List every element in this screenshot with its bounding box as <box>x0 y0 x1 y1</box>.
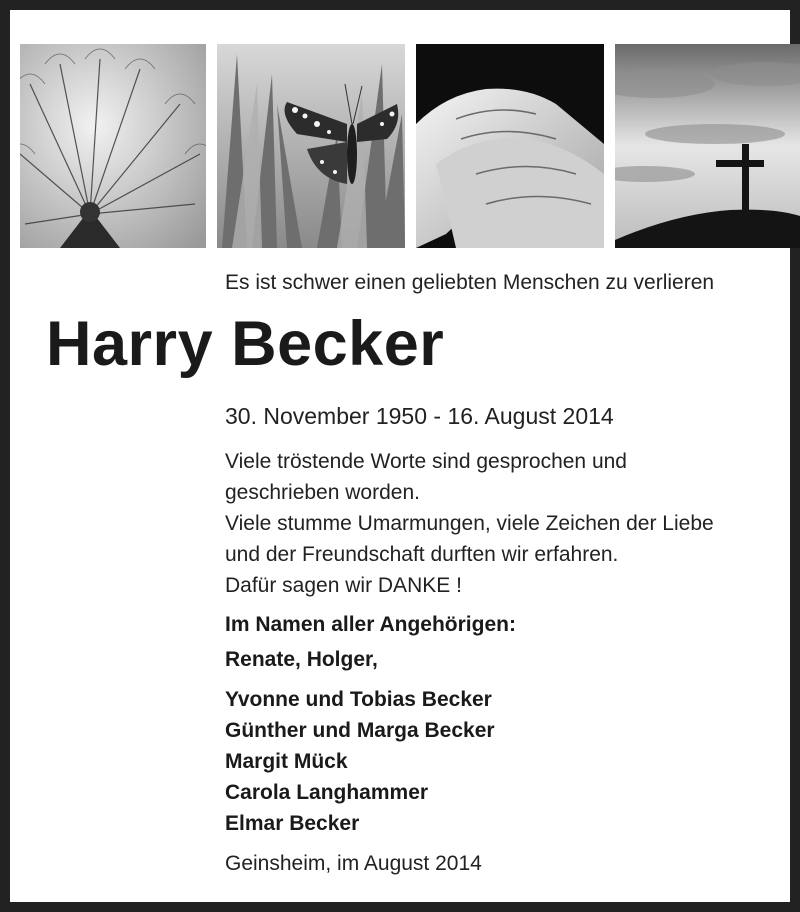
hands-photo <box>416 44 604 248</box>
life-dates: 30. November 1950 - 16. August 2014 <box>225 403 614 429</box>
message-line: und der Freundschaft durften wir erfahren. <box>225 543 619 566</box>
photo-strip <box>20 44 800 248</box>
tagline: Es ist schwer einen geliebten Menschen zu verlieren <box>225 271 715 294</box>
signature-name: Günther und Marga Becker <box>225 719 495 742</box>
thank-you-message <box>225 446 714 601</box>
butterfly-photo <box>217 44 405 248</box>
dandelion-icon <box>20 44 206 248</box>
signature-name: Yvonne und Tobias Becker <box>225 688 492 711</box>
butterfly-icon <box>217 44 405 248</box>
dandelion-photo <box>20 44 206 248</box>
deceased-name: Harry Becker <box>46 309 445 379</box>
signature-names <box>225 684 495 839</box>
signature-intro: Im Namen aller Angehörigen: <box>225 613 516 636</box>
cross-photo <box>615 44 800 248</box>
place-and-date: Geinsheim, im August 2014 <box>225 852 482 875</box>
message-line: geschrieben worden. <box>225 481 420 504</box>
cross-icon <box>615 44 800 248</box>
signature-name: Elmar Becker <box>225 812 360 835</box>
signature-first-line: Renate, Holger, <box>225 648 378 671</box>
message-line: Viele stumme Umarmungen, viele Zeichen der Liebe <box>225 512 714 535</box>
message-line: Viele tröstende Worte sind gesprochen und <box>225 450 627 473</box>
signature-name: Carola Langhammer <box>225 781 429 804</box>
message-line: Dafür sagen wir DANKE ! <box>225 574 462 597</box>
hands-icon <box>416 44 604 248</box>
signature-name: Margit Mück <box>225 750 348 773</box>
